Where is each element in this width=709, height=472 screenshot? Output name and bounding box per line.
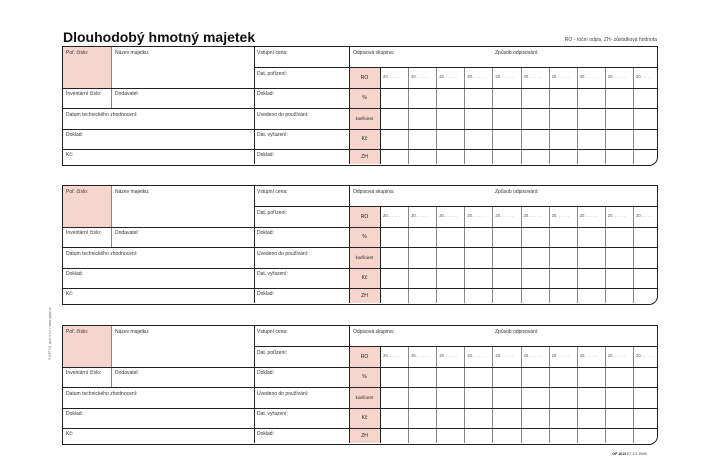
code-cell: koeficient <box>355 254 374 260</box>
year-field[interactable]: 20. . . . . . <box>439 353 457 358</box>
label-por-cislo: Poř. číslo: <box>66 329 89 335</box>
grid-vline <box>349 186 350 303</box>
grid-hline <box>63 288 657 289</box>
grid-vline <box>111 227 112 247</box>
label-doklad: Doklad: <box>257 91 274 97</box>
code-cell: % <box>362 374 367 380</box>
label-vstupni-cena: Vstupní cena: <box>257 50 288 56</box>
year-field[interactable]: 20. . . . . . <box>579 353 598 358</box>
year-field[interactable]: 20. . . . . . <box>607 213 626 218</box>
year-field[interactable]: 20. . . . . . <box>551 74 570 79</box>
label-dodavatel: Dodavatel: <box>115 230 139 236</box>
grid-hline <box>63 247 657 248</box>
label-doklad: Doklad: <box>257 370 274 376</box>
label-zpusob-odpisovani: Způsob odpisování: <box>495 329 539 335</box>
grid-vline <box>111 47 112 88</box>
grid-hline <box>63 129 657 130</box>
form-code-number: OP 1013 <box>612 452 627 456</box>
label-dat-vyrazeni: Dat. vyřazení: <box>257 271 288 277</box>
grid-hline <box>63 367 657 368</box>
publisher-side-text: © OPTYS, spol. s r.o. • www.optys.cz <box>48 307 52 360</box>
year-field[interactable]: 20. . . . . . <box>411 74 429 79</box>
year-field[interactable]: 20. . . . . . <box>579 213 598 218</box>
grid-hline <box>63 88 657 89</box>
year-field[interactable]: 20. . . . . . <box>411 353 429 358</box>
asset-card <box>62 325 658 445</box>
grid-hline <box>254 206 657 207</box>
label-uvedeno-do-pouzivani: Uvedeno do používání: <box>257 112 309 118</box>
label-datum-tz: Datum technického zhodnocení: <box>66 391 138 397</box>
year-field[interactable]: 20. . . . . . <box>635 213 654 218</box>
year-field[interactable]: 20. . . . . . <box>495 213 513 218</box>
year-field[interactable]: 20. . . . . . <box>495 353 513 358</box>
label-inventarni-cislo: Inventární číslo: <box>66 230 102 236</box>
code-cell: RO <box>360 213 369 220</box>
year-field[interactable]: 20. . . . . . <box>467 74 485 79</box>
legend-note: RO - roční odpis, ZH- zůstatková hodnota <box>564 37 657 43</box>
code-cell: koeficient <box>355 394 374 400</box>
label-doklad: Doklad: <box>257 291 274 297</box>
label-por-cislo: Poř. číslo: <box>66 50 89 56</box>
grid-vline <box>349 326 350 443</box>
label-datum-tz: Datum technického zhodnocení: <box>66 112 138 118</box>
grid-vline <box>111 326 112 367</box>
label-nazev-majetku: Název majetku: <box>115 50 150 56</box>
grid-vline <box>254 47 255 164</box>
code-cell: Kč <box>361 415 368 421</box>
grid-hline <box>63 268 657 269</box>
code-cell: RO <box>360 74 369 81</box>
code-cell: Kč <box>361 275 368 281</box>
asset-card <box>62 46 658 166</box>
year-field[interactable]: 20. . . . . . <box>579 74 598 79</box>
code-cell: ZH <box>361 153 368 160</box>
grid-vline <box>111 367 112 387</box>
year-field[interactable]: 20. . . . . . <box>635 353 654 358</box>
grid-hline <box>63 428 657 429</box>
grid-hline <box>63 149 657 150</box>
grid-hline <box>63 408 657 409</box>
grid-vline <box>254 186 255 303</box>
grid-vline <box>111 186 112 227</box>
label-doklad: Doklad: <box>66 411 83 417</box>
label-datum-tz: Datum technického zhodnocení: <box>66 251 138 257</box>
code-cell: koeficient <box>355 115 374 121</box>
label-inventarni-cislo: Inventární číslo: <box>66 370 102 376</box>
label-uvedeno-do-pouzivani: Uvedeno do používání: <box>257 391 309 397</box>
label-kc: Kč: <box>66 291 74 297</box>
label-doklad: Doklad: <box>257 230 274 236</box>
grid-vline <box>111 88 112 108</box>
year-field[interactable]: 20. . . . . . <box>439 74 457 79</box>
label-dodavatel: Dodavatel: <box>115 370 139 376</box>
label-dat-porizeni: Dat. pořízení: <box>257 350 288 356</box>
label-doklad: Doklad: <box>257 152 274 158</box>
grid-hline <box>63 227 657 228</box>
label-doklad: Doklad: <box>66 132 83 138</box>
label-dat-porizeni: Dat. pořízení: <box>257 71 288 77</box>
year-field[interactable]: 20. . . . . . <box>607 353 626 358</box>
year-field[interactable]: 20. . . . . . <box>607 74 626 79</box>
year-field[interactable]: 20. . . . . . <box>383 213 401 218</box>
label-vstupni-cena: Vstupní cena: <box>257 329 288 335</box>
label-doklad: Doklad: <box>257 431 274 437</box>
page-title: Dlouhodobý hmotný majetek <box>63 29 256 45</box>
label-uvedeno-do-pouzivani: Uvedeno do používání: <box>257 251 309 257</box>
label-dat-vyrazeni: Dat. vyřazení: <box>257 132 288 138</box>
form-code-extra: ET 2/3 15/96 <box>627 452 647 456</box>
label-odpisova-skupina: Odpisová skupina: <box>353 329 395 335</box>
label-kc: Kč: <box>66 431 74 437</box>
label-zpusob-odpisovani: Způsob odpisování: <box>495 50 539 56</box>
label-dat-porizeni: Dat. pořízení: <box>257 210 288 216</box>
form-code <box>612 452 647 456</box>
code-cell: % <box>362 234 367 240</box>
label-zpusob-odpisovani: Způsob odpisování: <box>495 189 539 195</box>
code-cell: Kč <box>361 136 368 142</box>
year-field[interactable]: 20. . . . . . <box>383 353 401 358</box>
label-nazev-majetku: Název majetku: <box>115 329 150 335</box>
year-field[interactable]: 20. . . . . . <box>551 213 570 218</box>
year-field[interactable]: 20. . . . . . <box>411 213 429 218</box>
grid-hline <box>254 346 657 347</box>
label-inventarni-cislo: Inventární číslo: <box>66 91 102 97</box>
label-dat-vyrazeni: Dat. vyřazení: <box>257 411 288 417</box>
year-field[interactable]: 20. . . . . . <box>467 353 485 358</box>
label-por-cislo: Poř. číslo: <box>66 189 89 195</box>
grid-hline <box>63 108 657 109</box>
label-odpisova-skupina: Odpisová skupina: <box>353 189 395 195</box>
year-field[interactable]: 20. . . . . . <box>495 74 513 79</box>
grid-vline <box>254 326 255 443</box>
label-doklad: Doklad: <box>66 271 83 277</box>
label-dodavatel: Dodavatel: <box>115 91 139 97</box>
year-field[interactable]: 20. . . . . . <box>523 353 541 358</box>
code-cell: ZH <box>361 432 368 439</box>
year-field[interactable]: 20. . . . . . <box>383 74 401 79</box>
year-field[interactable]: 20. . . . . . <box>523 74 541 79</box>
year-field[interactable]: 20. . . . . . <box>439 213 457 218</box>
label-vstupni-cena: Vstupní cena: <box>257 189 288 195</box>
label-kc: Kč: <box>66 152 74 158</box>
label-odpisova-skupina: Odpisová skupina: <box>353 50 395 56</box>
label-nazev-majetku: Název majetku: <box>115 189 150 195</box>
code-cell: RO <box>360 353 369 360</box>
grid-vline <box>349 47 350 164</box>
code-cell: % <box>362 95 367 101</box>
year-field[interactable]: 20. . . . . . <box>523 213 541 218</box>
year-field[interactable]: 20. . . . . . <box>467 213 485 218</box>
year-field[interactable]: 20. . . . . . <box>635 74 654 79</box>
asset-card <box>62 185 658 305</box>
grid-hline <box>254 67 657 68</box>
code-cell: ZH <box>361 292 368 299</box>
grid-hline <box>63 387 657 388</box>
year-field[interactable]: 20. . . . . . <box>551 353 570 358</box>
